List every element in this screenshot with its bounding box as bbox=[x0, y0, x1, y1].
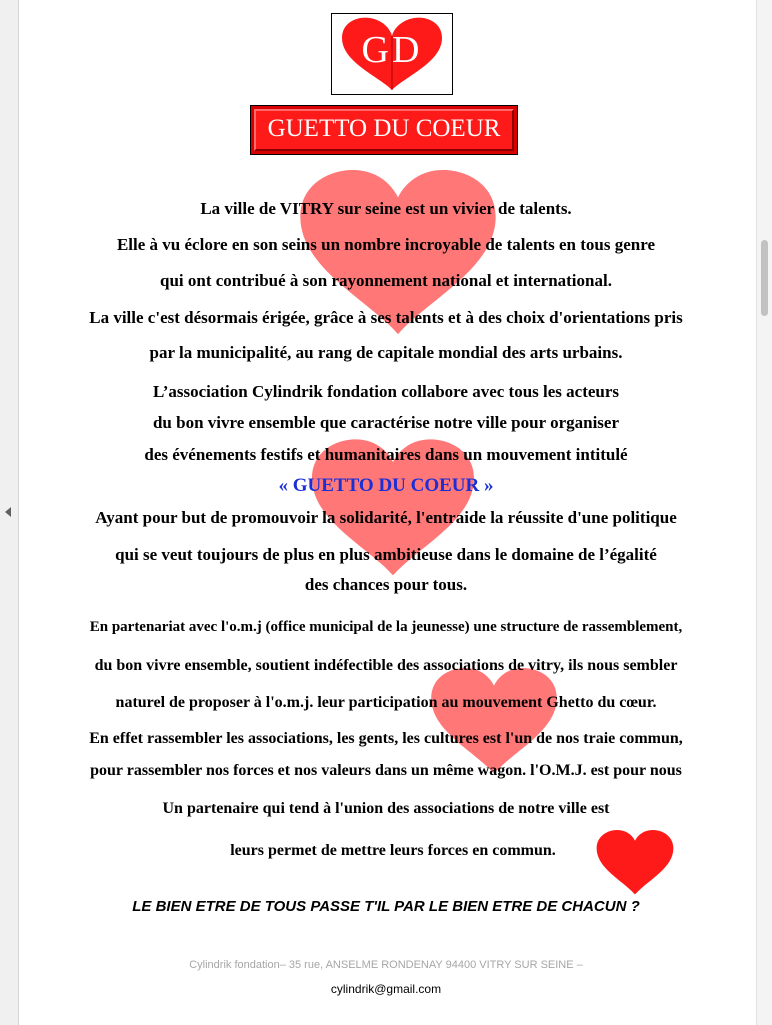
text-line: des événements festifs et humanitaires dans un mouvement intitulé bbox=[144, 445, 628, 464]
text-line: La ville c'est désormais érigée, grâce à ses talents et à des choix d'orientations pris bbox=[89, 308, 683, 327]
heart-icon bbox=[594, 830, 676, 896]
title-banner bbox=[250, 105, 518, 155]
text-line: pour rassembler nos forces et nos valeurs dans un même wagon. l'O.M.J. est pour nous bbox=[90, 762, 682, 779]
faded-heart-icon bbox=[428, 668, 560, 776]
movement-name: « GUETTO DU COEUR » bbox=[278, 475, 494, 496]
text-line: Ayant pour but de promouvoir la solidarité, l'entraide la réussite d'une politique bbox=[95, 508, 677, 527]
footer-email[interactable]: cylindrik@gmail.com bbox=[330, 982, 442, 996]
text-line: naturel de proposer à l'o.m.j. leur participation au mouvement Ghetto du cœur. bbox=[115, 694, 657, 711]
logo bbox=[331, 13, 453, 95]
text-line: L’association Cylindrik fondation collabore avec tous les acteurs bbox=[152, 382, 620, 401]
text-line: qui ont contribué à son rayonnement national et international. bbox=[160, 271, 612, 290]
text-line: leurs permet de mettre leurs forces en commun. bbox=[230, 842, 556, 859]
text-line: Elle à vu éclore en son seins un nombre incroyable de talents en tous genre bbox=[116, 235, 656, 254]
text-line: par la municipalité, au rang de capitale mondial des arts urbains. bbox=[149, 343, 623, 362]
footer-address: Cylindrik fondation– 35 rue, ANSELME RONDENAY 94400 VITRY SUR SEINE – bbox=[189, 959, 583, 971]
text-line: du bon vivre ensemble que caractérise notre ville pour organiser bbox=[152, 413, 620, 432]
slogan: LE BIEN ETRE DE TOUS PASSE T'IL PAR LE BIEN ETRE DE CHACUN ? bbox=[132, 898, 640, 915]
text-line: qui se veut toujours de plus en plus ambitieuse dans le domaine de l’égalité bbox=[115, 545, 657, 564]
logo-initials: GD bbox=[361, 29, 423, 71]
text-line: des chances pour tous. bbox=[304, 575, 468, 594]
text-line: En partenariat avec l'o.m.j (office municipal de la jeunesse) une structure de rassemblement, bbox=[89, 619, 683, 635]
text-line: du bon vivre ensemble, soutient indéfectible des associations de vitry, ils nous sembler bbox=[94, 657, 678, 674]
text-line: En effet rassembler les associations, les gents, les cultures est l'un de nos traie commun, bbox=[89, 730, 683, 747]
text-line: Un partenaire qui tend à l'union des associations de notre ville est bbox=[162, 800, 610, 817]
text-line: La ville de VITRY sur seine est un vivier de talents. bbox=[200, 199, 572, 218]
banner-title: GUETTO DU COEUR bbox=[267, 115, 501, 142]
